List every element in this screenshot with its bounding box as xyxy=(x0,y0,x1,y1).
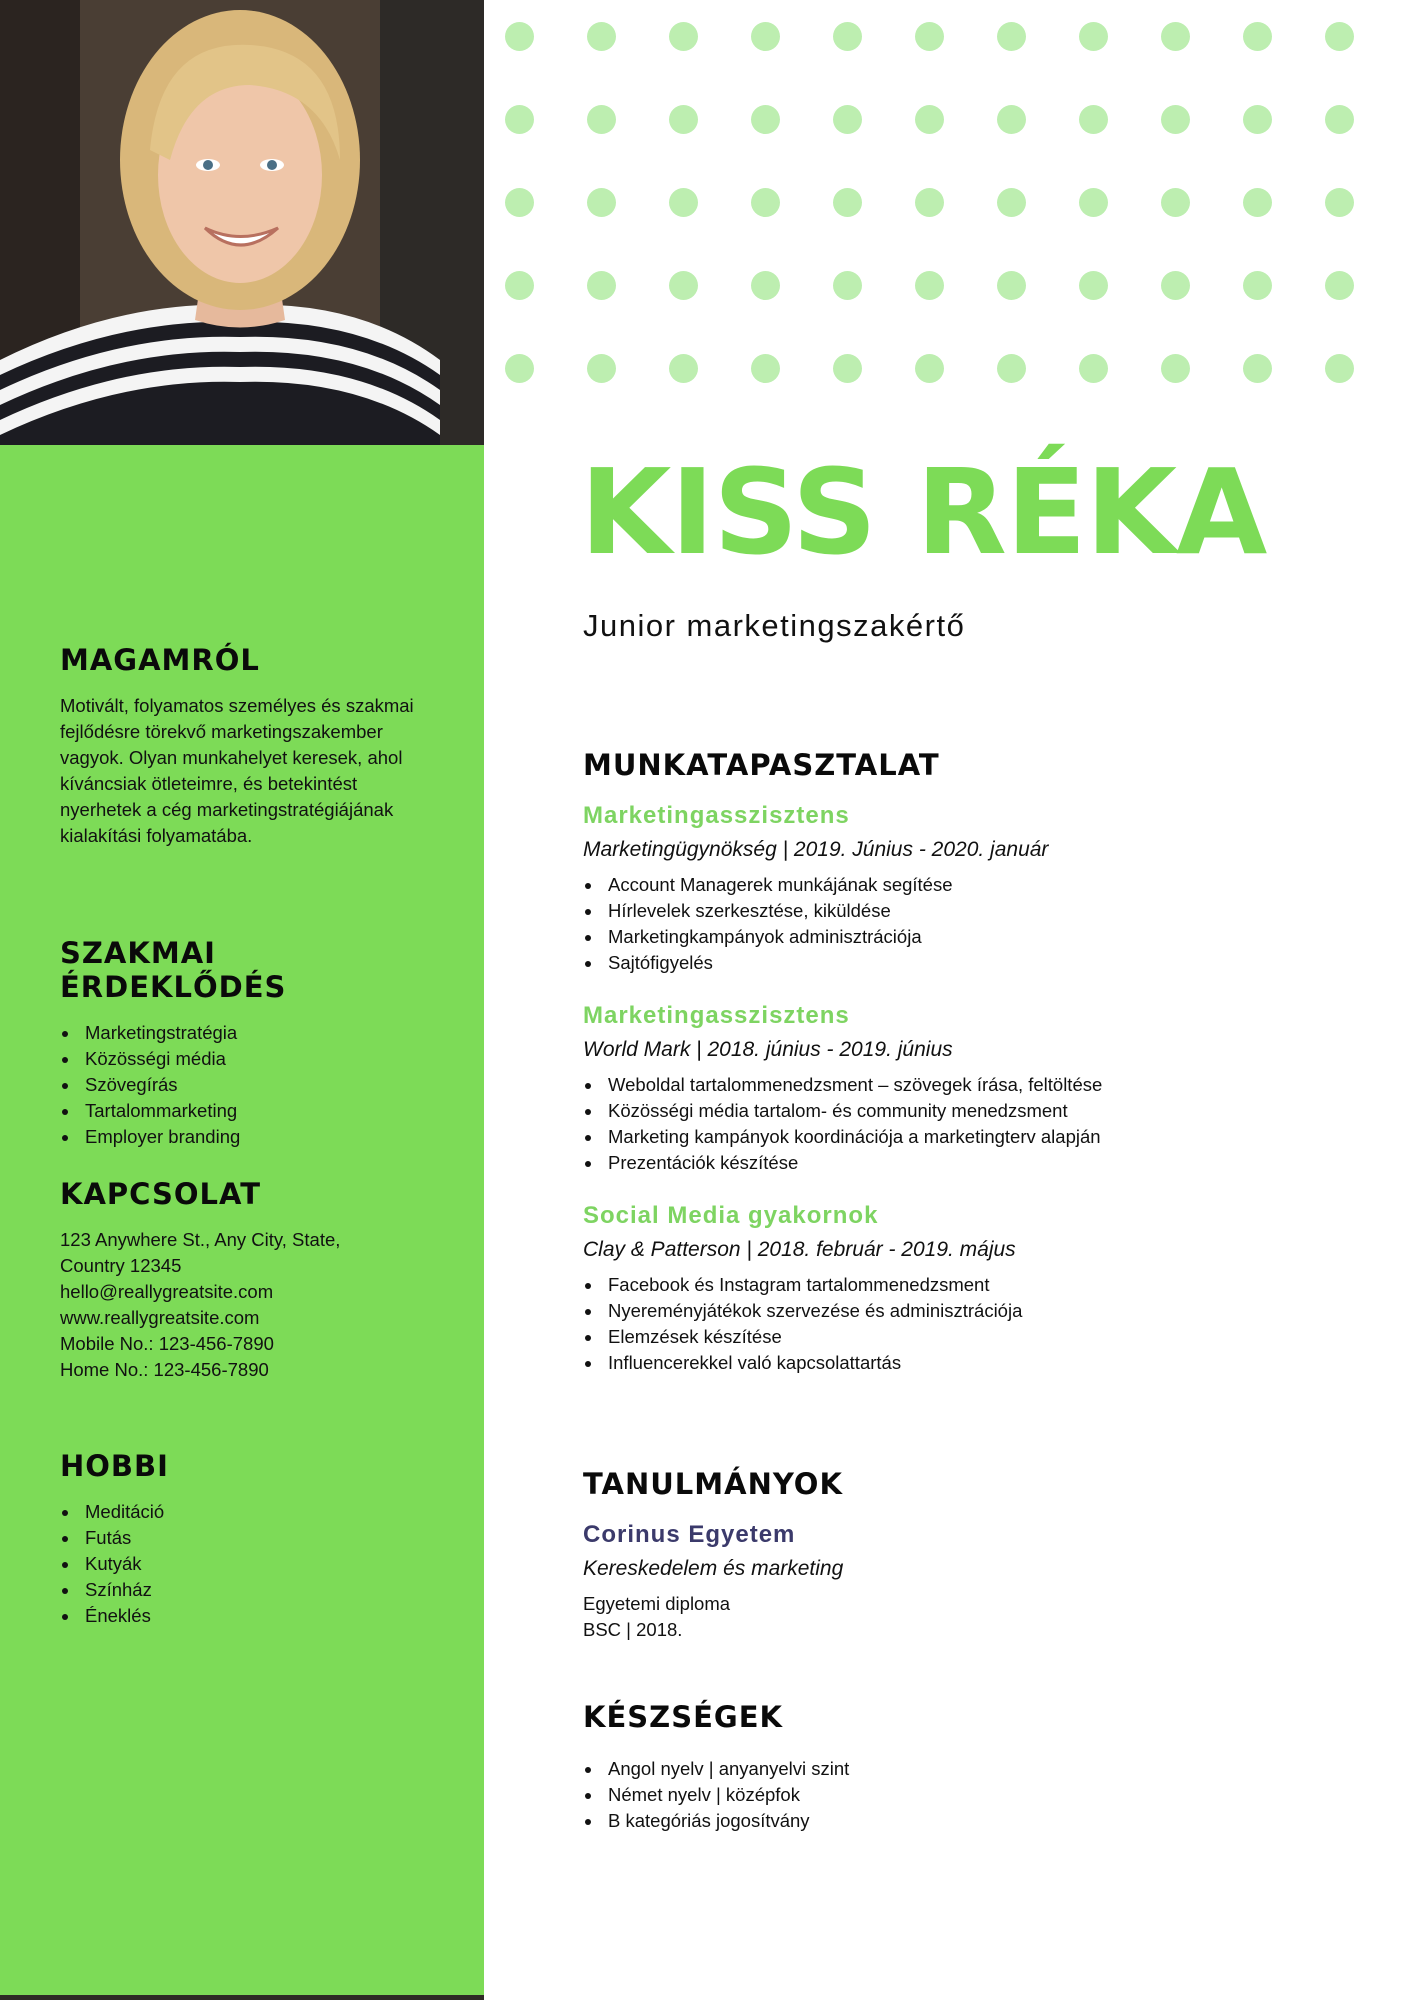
list-item: Szövegírás xyxy=(60,1072,440,1098)
list-item: Weboldal tartalommenedzsment – szövegek írása, feltöltése xyxy=(583,1072,1363,1098)
list-item: Marketingstratégia xyxy=(60,1020,440,1046)
skills-list xyxy=(583,1756,1363,1834)
decorative-dot xyxy=(751,105,780,134)
decorative-dot xyxy=(505,22,534,51)
job-entry xyxy=(583,1202,1363,1376)
decorative-dot xyxy=(997,188,1026,217)
decorative-dot xyxy=(915,22,944,51)
interests-list xyxy=(60,1020,440,1150)
decorative-dot xyxy=(669,354,698,383)
decorative-dot xyxy=(669,22,698,51)
decorative-dot xyxy=(833,105,862,134)
hobbies-heading: HOBBI xyxy=(60,1449,169,1483)
decorative-dot xyxy=(1243,271,1272,300)
decorative-dot xyxy=(587,105,616,134)
job-org: World Mark | 2018. június - 2019. június xyxy=(583,1038,953,1061)
contact-website[interactable]: www.reallygreatsite.com xyxy=(60,1307,260,1328)
decorative-dot xyxy=(1243,354,1272,383)
decorative-dot xyxy=(1079,105,1108,134)
list-item: Elemzések készítése xyxy=(583,1324,1363,1350)
interests-heading: SZAKMAI ÉRDEKLŐDÉS xyxy=(60,936,287,1004)
decorative-dot xyxy=(669,188,698,217)
experience-section xyxy=(583,748,1363,1376)
decorative-dot xyxy=(1243,188,1272,217)
list-item: Kutyák xyxy=(60,1551,440,1577)
job-duties xyxy=(583,1072,1363,1176)
list-item: Prezentációk készítése xyxy=(583,1150,1363,1176)
decorative-dot xyxy=(1161,271,1190,300)
decorative-dot-grid xyxy=(505,22,1395,402)
list-item: Influencerekkel való kapcsolattartás xyxy=(583,1350,1363,1376)
job-role: Social Media gyakornok xyxy=(583,1202,879,1229)
job-role: Marketingasszisztens xyxy=(583,802,850,829)
skills-heading: KÉSZSÉGEK xyxy=(583,1700,783,1734)
list-item: Nyereményjátékok szervezése és adminisztrációja xyxy=(583,1298,1363,1324)
list-item: Futás xyxy=(60,1525,440,1551)
list-item: Employer branding xyxy=(60,1124,440,1150)
decorative-dot xyxy=(587,188,616,217)
list-item: Éneklés xyxy=(60,1603,440,1629)
decorative-dot xyxy=(587,271,616,300)
decorative-dot xyxy=(1161,22,1190,51)
profile-photo xyxy=(0,0,484,445)
degree-name: Egyetemi diploma xyxy=(583,1593,731,1614)
job-title: Junior marketingszakértő xyxy=(583,608,966,643)
education-section xyxy=(583,1467,1363,1643)
decorative-dot xyxy=(915,354,944,383)
decorative-dot xyxy=(1161,105,1190,134)
job-entry xyxy=(583,802,1363,976)
decorative-dot xyxy=(1079,271,1108,300)
list-item: Hírlevelek szerkesztése, kiküldése xyxy=(583,898,1363,924)
decorative-dot xyxy=(997,105,1026,134)
decorative-dot xyxy=(833,22,862,51)
degree-detail: BSC | 2018. xyxy=(583,1619,683,1640)
decorative-dot xyxy=(997,22,1026,51)
about-text: Motivált, folyamatos személyes és szakmai fejlődésre törekvő marketingszakember vagyok. Olyan munkahelyet keresek, ahol kíváncsiak ötleteimre, és betekintést nyerhetek a cég marketingstratégiájának kialakítási folyamatába. xyxy=(60,695,414,846)
hobbies-list xyxy=(60,1499,440,1629)
decorative-dot xyxy=(669,271,698,300)
job-duties xyxy=(583,1272,1363,1376)
school-program: Kereskedelem és marketing xyxy=(583,1557,844,1580)
decorative-dot xyxy=(915,188,944,217)
list-item: Marketingkampányok adminisztrációja xyxy=(583,924,1363,950)
decorative-dot xyxy=(915,271,944,300)
decorative-dot xyxy=(1243,105,1272,134)
decorative-dot xyxy=(833,188,862,217)
contact-section xyxy=(60,1177,440,1383)
contact-heading: KAPCSOLAT xyxy=(60,1177,261,1211)
job-entry xyxy=(583,1002,1363,1176)
decorative-dot xyxy=(505,354,534,383)
decorative-dot xyxy=(915,105,944,134)
contact-address-line2: Country 12345 xyxy=(60,1255,182,1276)
decorative-dot xyxy=(1325,22,1354,51)
bottom-strip xyxy=(0,1995,484,2000)
job-org: Clay & Patterson | 2018. február - 2019. május xyxy=(583,1238,1016,1261)
decorative-dot xyxy=(1079,22,1108,51)
list-item: Sajtófigyelés xyxy=(583,950,1363,976)
decorative-dot xyxy=(1079,354,1108,383)
job-org: Marketingügynökség | 2019. Június - 2020. január xyxy=(583,838,1049,861)
contact-address-line1: 123 Anywhere St., Any City, State, xyxy=(60,1229,341,1250)
decorative-dot xyxy=(751,22,780,51)
about-heading: MAGAMRÓL xyxy=(60,643,260,677)
interests-section xyxy=(60,936,440,1150)
decorative-dot xyxy=(587,354,616,383)
job-duties xyxy=(583,872,1363,976)
contact-email[interactable]: hello@reallygreatsite.com xyxy=(60,1281,274,1302)
decorative-dot xyxy=(751,354,780,383)
list-item: Account Managerek munkájának segítése xyxy=(583,872,1363,898)
skills-section xyxy=(583,1700,1363,1834)
list-item: B kategóriás jogosítvány xyxy=(583,1808,1363,1834)
contact-mobile: Mobile No.: 123-456-7890 xyxy=(60,1333,274,1354)
school-name: Corinus Egyetem xyxy=(583,1521,796,1548)
decorative-dot xyxy=(833,354,862,383)
decorative-dot xyxy=(1325,271,1354,300)
job-role: Marketingasszisztens xyxy=(583,1002,850,1029)
list-item: Angol nyelv | anyanyelvi szint xyxy=(583,1756,1363,1782)
decorative-dot xyxy=(1325,105,1354,134)
decorative-dot xyxy=(1325,354,1354,383)
decorative-dot xyxy=(669,105,698,134)
list-item: Német nyelv | középfok xyxy=(583,1782,1363,1808)
list-item: Közösségi média tartalom- és community menedzsment xyxy=(583,1098,1363,1124)
decorative-dot xyxy=(833,271,862,300)
decorative-dot xyxy=(587,22,616,51)
decorative-dot xyxy=(1161,188,1190,217)
decorative-dot xyxy=(505,188,534,217)
about-section xyxy=(60,643,440,849)
education-heading: TANULMÁNYOK xyxy=(583,1467,843,1501)
decorative-dot xyxy=(751,188,780,217)
list-item: Közösségi média xyxy=(60,1046,440,1072)
list-item: Tartalommarketing xyxy=(60,1098,440,1124)
list-item: Facebook és Instagram tartalommenedzsment xyxy=(583,1272,1363,1298)
decorative-dot xyxy=(505,271,534,300)
experience-heading: MUNKATAPASZTALAT xyxy=(583,748,940,782)
hobbies-section xyxy=(60,1449,440,1629)
decorative-dot xyxy=(751,271,780,300)
decorative-dot xyxy=(1243,22,1272,51)
list-item: Meditáció xyxy=(60,1499,440,1525)
list-item: Színház xyxy=(60,1577,440,1603)
list-item: Marketing kampányok koordinációja a marketingterv alapján xyxy=(583,1124,1363,1150)
decorative-dot xyxy=(1079,188,1108,217)
decorative-dot xyxy=(505,105,534,134)
person-name: KISS RÉKA xyxy=(580,443,1267,581)
contact-home: Home No.: 123-456-7890 xyxy=(60,1359,269,1380)
decorative-dot xyxy=(1325,188,1354,217)
decorative-dot xyxy=(997,354,1026,383)
decorative-dot xyxy=(1161,354,1190,383)
decorative-dot xyxy=(997,271,1026,300)
